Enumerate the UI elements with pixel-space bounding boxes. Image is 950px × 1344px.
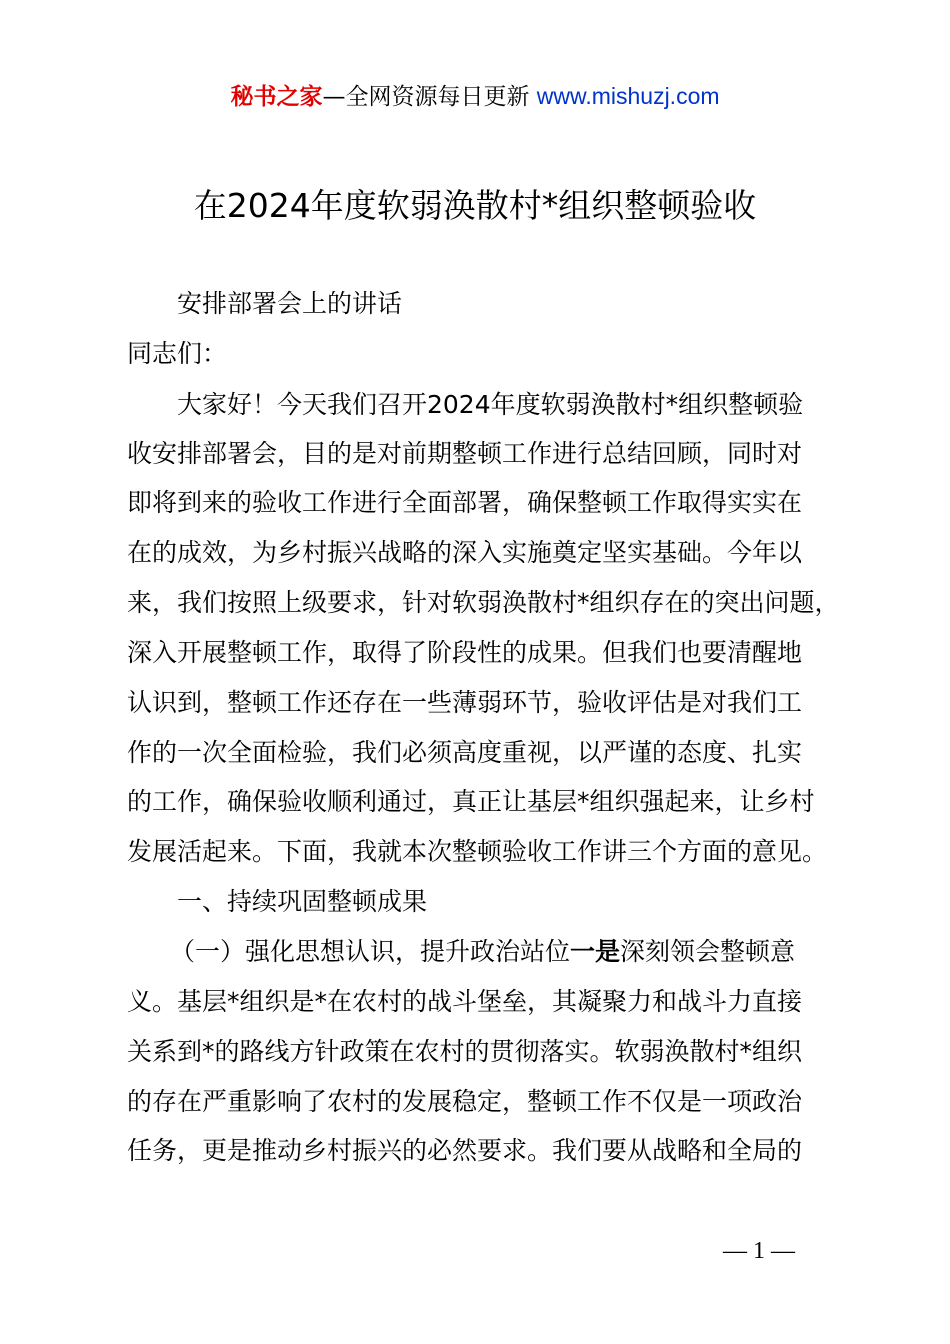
paragraph-line: 即将到来的验收工作进行全面部署，确保整顿工作取得实实在 [127,488,803,517]
paragraph-line: 收安排部署会，目的是对前期整顿工作进行总结回顾，同时对 [127,439,803,468]
subsection-heading-line [170,934,795,970]
paragraph-line: 关系到*的路线方针政策在农村的贯彻落实。软弱涣散村*组织 [127,1037,803,1066]
paragraph-line: 的工作，确保验收顺利通过，真正让基层*组织强起来，让乡村 [127,787,815,816]
subsection-rest: 深刻领会整顿意 [620,937,796,966]
document-title: 在2024年度软弱涣散村*组织整顿验收 [193,186,757,225]
point-marker: 一是 [570,937,621,966]
paragraph-line: 认识到，整顿工作还存在一些薄弱环节，验收评估是对我们工 [127,688,803,717]
site-slogan: —全网资源每日更新 [322,84,537,110]
site-url-link[interactable]: www.mishuzj.com [536,83,720,109]
salutation: 同志们： [127,339,228,368]
paragraph-line: 作的一次全面检验，我们必须高度重视，以严谨的态度、扎实 [127,738,803,767]
page-number: — 1 — [723,1238,795,1264]
document-subtitle: 安排部署会上的讲话 [177,289,403,318]
paragraph-line: 任务，更是推动乡村振兴的必然要求。我们要从战略和全局的 [127,1136,803,1165]
paragraph-line: 深入开展整顿工作，取得了阶段性的成果。但我们也要清醒地 [127,638,803,667]
paragraph-line: 的存在严重影响了农村的发展稳定，整顿工作不仅是一项政治 [127,1087,803,1116]
paragraph-line: 发展活起来。下面，我就本次整顿验收工作讲三个方面的意见。 [127,837,828,866]
section-heading: 一、持续巩固整顿成果 [177,887,428,916]
paragraph-line: 大家好！今天我们召开2024年度软弱涣散村*组织整顿验 [177,390,804,419]
subsection-lead: （一）强化思想认识，提升政治站位 [170,937,571,966]
site-banner [0,80,950,113]
paragraph-line: 来，我们按照上级要求，针对软弱涣散村*组织存在的突出问题， [127,588,840,617]
paragraph-line: 义。基层*组织是*在农村的战斗堡垒，其凝聚力和战斗力直接 [127,987,803,1016]
site-brand: 秘书之家 [230,84,323,110]
page-footer [0,1238,950,1265]
paragraph-line: 在的成效，为乡村振兴战略的深入实施奠定坚实基础。今年以 [127,538,803,567]
